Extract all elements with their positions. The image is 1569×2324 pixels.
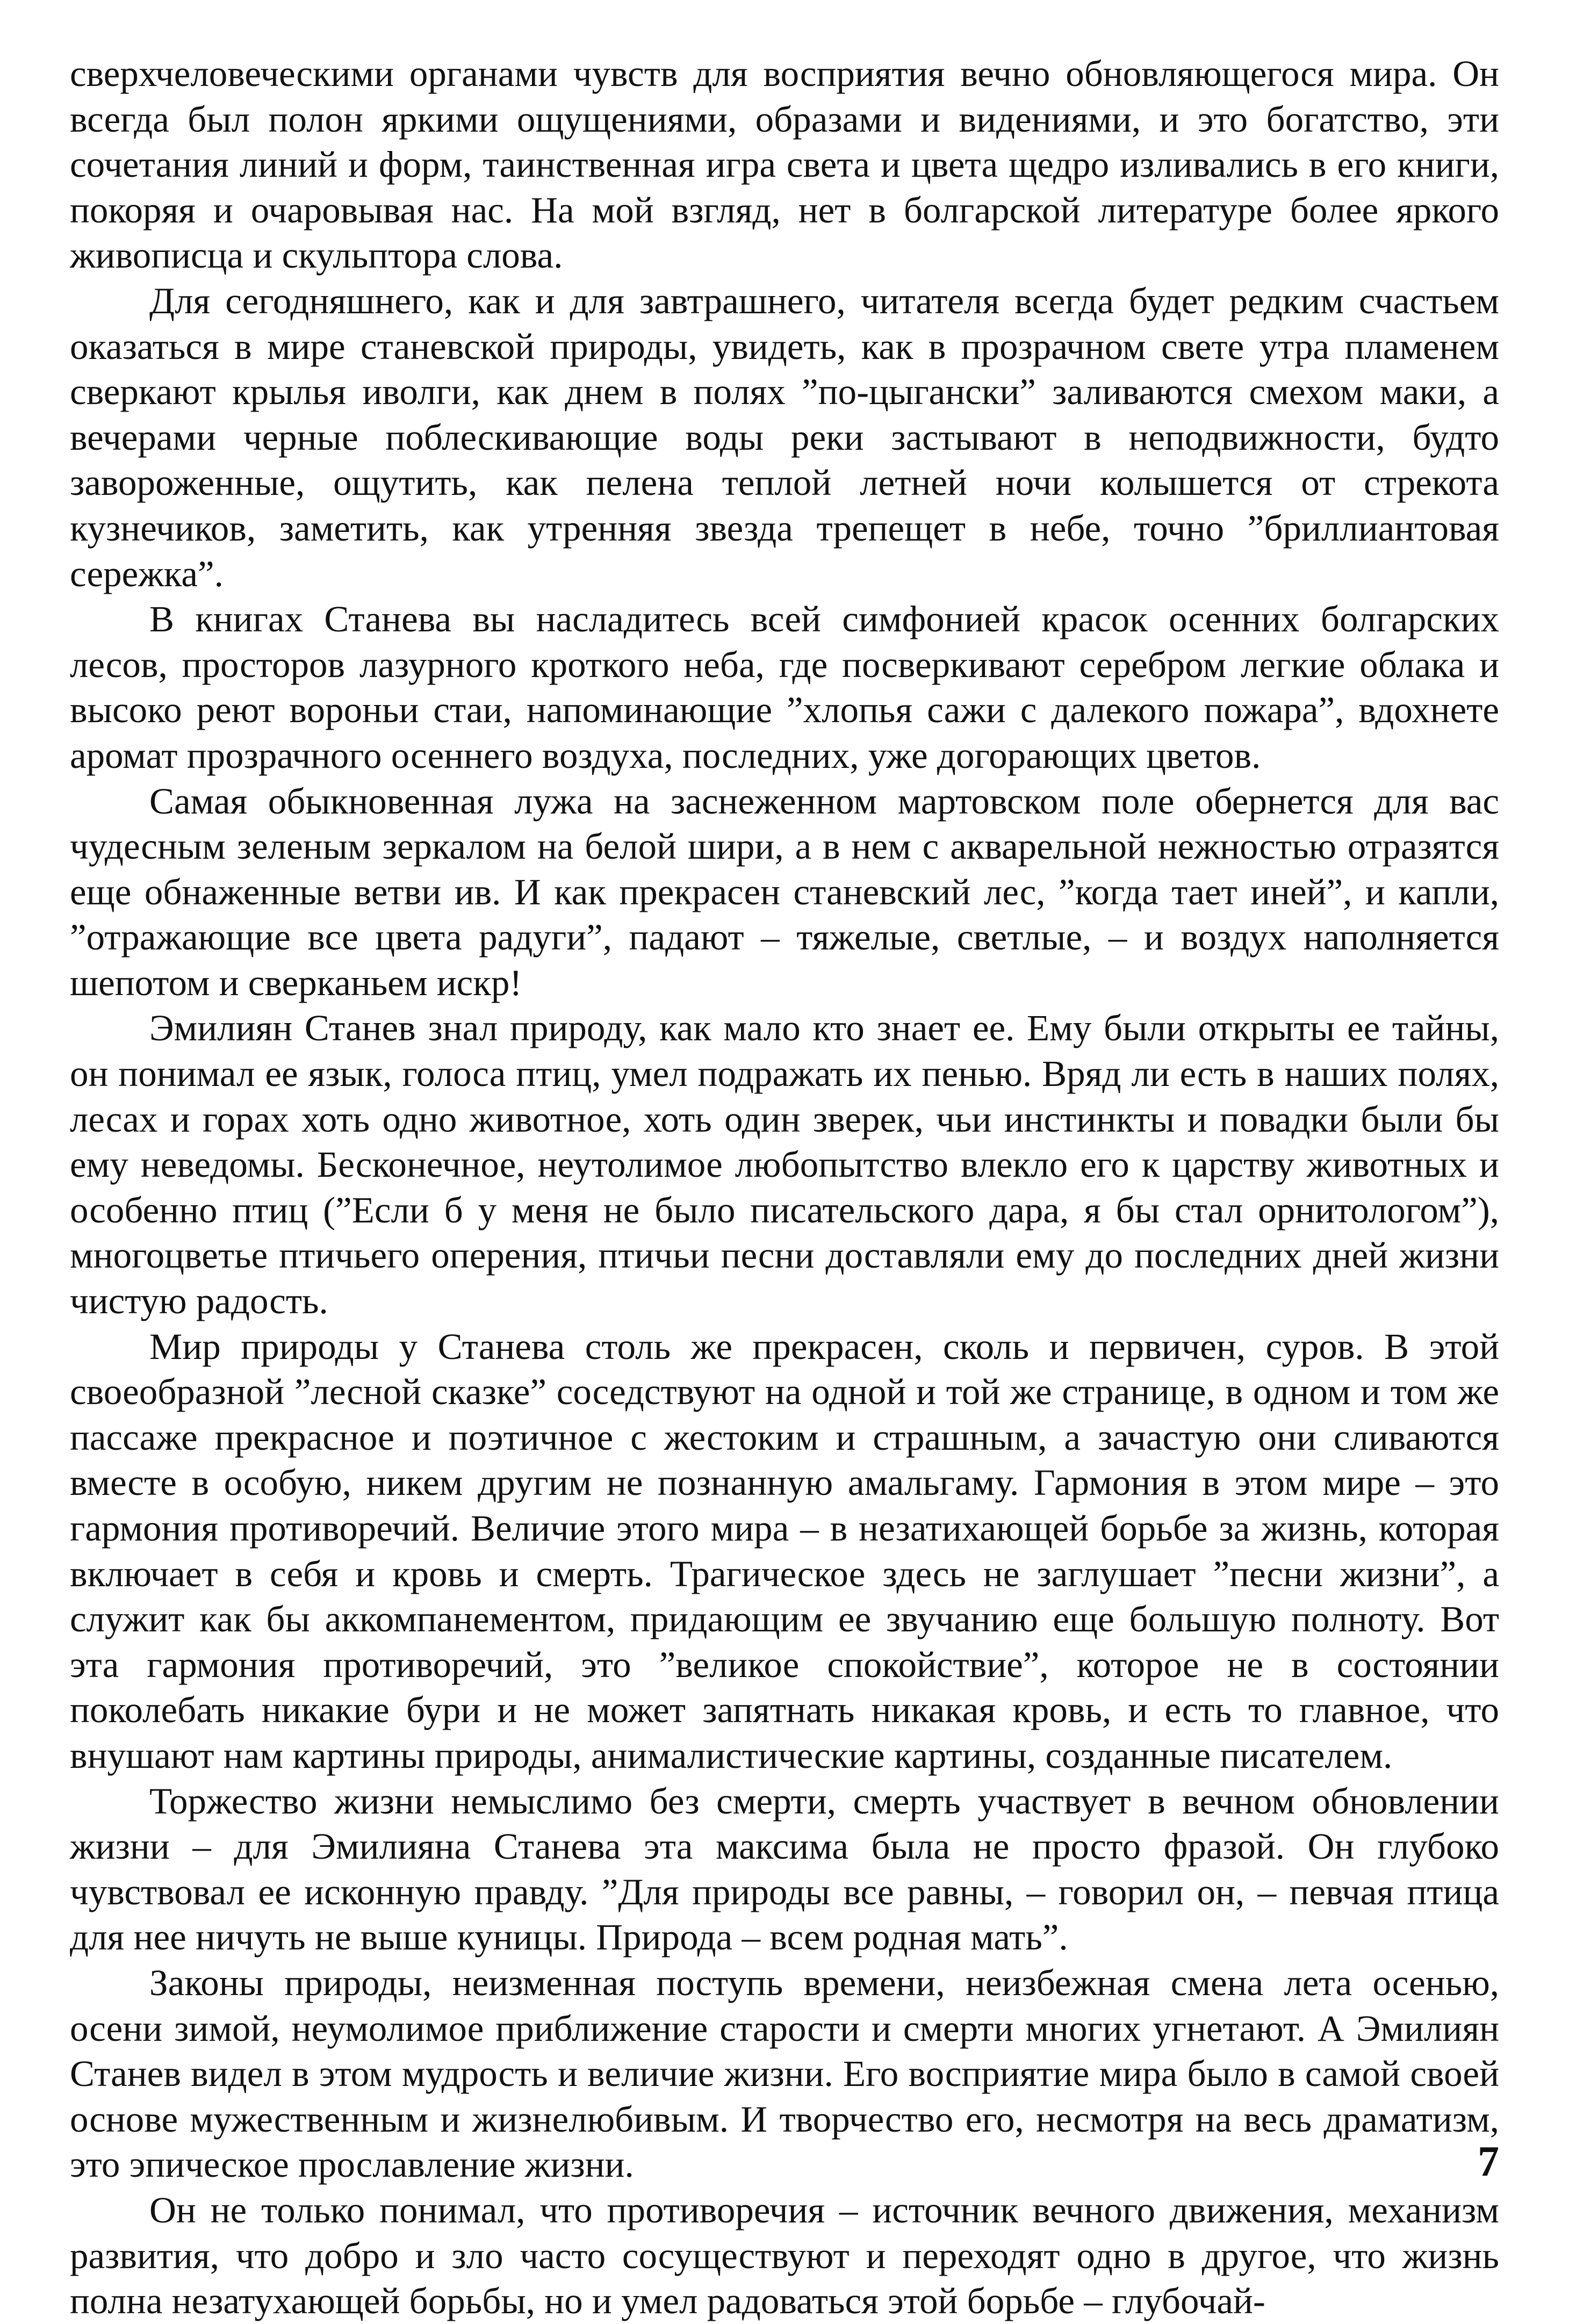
paragraph-8: Законы природы, неизменная поступь времени, неизбежная смена лета осенью, осени зимой, неумолимое приближение старости и смерти многих угнетают. А Эмилиян Станев видел в этом мудрость и величие жизни. Его восприятие мира было в самой своей основе мужественным и жизнелюбивым. И творчество его, несмотря на весь драматизм, это эпическое прославление жизни. xyxy=(70,1962,1499,2185)
paragraph-3: В книгах Станева вы насладитесь всей симфонией красок осенних болгарских лесов, просторов лазурного кроткого неба, где посверкивают серебром легкие облака и высоко реют вороньи стаи, напоминающие ”хлопья сажи с далекого пожара”, вдохнете аромат прозрачного осеннего воздуха, последних, уже догорающих цветов. xyxy=(70,599,1499,776)
paragraph-5: Эмилиян Станев знал природу, как мало кто знает ее. Ему были открыты ее тайны, он понимал ее язык, голоса птиц, умел подражать их пенью. Вряд ли есть в наших полях, лесах и горах хоть одно животное, хоть один зверек, чьи инстинкты и повадки были бы ему неведомы. Бесконечное, неутолимое любопытство влекло его к царству животных и особенно птиц (”Если б у меня не было писательского дара, я бы стал орнитологом”), многоцветье птичьего оперения, птичьи песни доставляли ему до последних дней жизни чистую радость. xyxy=(70,1008,1499,1322)
paragraph-9: Он не только понимал, что противоречия – источник вечного движения, механизм развития, что добро и зло часто сосуществуют и переходят одно в другое, что жизнь полна незатухающей борьбы, но и умел радоваться этой борьбе – глубочай- xyxy=(70,2189,1499,2322)
paragraph-4: Самая обыкновенная лужа на заснеженном мартовском поле обернется для вас чудесным зеленым зеркалом на белой шири, а в нем с акварельной нежностью отразятся еще обнаженные ветви ив. И как прекрасен станевский лес, ”когда тает иней”, и капли, ”отражающие все цвета радуги”, падают – тяжелые, светлые, – и воздух наполняется шепотом и сверканьем искр! xyxy=(70,780,1499,1003)
page-number: 7 xyxy=(1478,2138,1499,2185)
paragraph-1: сверхчеловеческими органами чувств для восприятия вечно обновляющегося мира. Он всегда был полон яркими ощущениями, образами и видениями, и это богатство, эти сочетания линий и форм, таинственная игра света и цвета щедро изливались в его книги, покоряя и очаровывая нас. На мой взгляд, нет в болгарской литературе более яркого живописца и скульптора слова. xyxy=(70,53,1499,276)
paragraph-2: Для сегодняшнего, как и для завтрашнего, читателя всегда будет редким счастьем оказаться в мире станевской природы, увидеть, как в прозрачном свете утра пламенем сверкают крылья иволги, как днем в полях ”по-цыгански” заливаются смехом маки, а вечерами черные поблескивающие воды реки застывают в неподвижности, будто завороженные, ощутить, как пелена теплой летней ночи колышется от стрекота кузнечиков, заметить, как утренняя звезда трепещет в небе, точно ”бриллиантовая сережка”. xyxy=(70,280,1499,594)
paragraph-6: Мир природы у Станева столь же прекрасен, сколь и первичен, суров. В этой своеобразной ”лесной сказке” соседствуют на одной и той же странице, в одном и том же пассаже прекрасное и поэтичное с жестоким и страшным, а зачастую они сливаются вместе в особую, никем другим не познанную амальгаму. Гармония в этом мире – это гармония противоречий. Величие этого мира – в незатихающей борьбе за жизнь, которая включает в себя и кровь и смерть. Трагическое здесь не заглушает ”песни жизни”, а служит как бы аккомпанементом, придающим ее звучанию еще большую полноту. Вот эта гармония противоречий, это ”великое спокойствие”, которое не в состоянии поколебать никакие бури и не может запятнать никакая кровь, и есть то главное, что внушают нам картины природы, анималистические картины, созданные писателем. xyxy=(70,1326,1499,1776)
paragraph-7: Торжество жизни немыслимо без смерти, смерть участвует в вечном обновлении жизни – для Эмилияна Станева эта максима была не просто фразой. Он глубоко чувствовал ее исконную правду. ”Для природы все равны, – говорил он, – певчая птица для нее ничуть не выше куницы. Природа – всем родная мать”. xyxy=(70,1780,1499,1958)
page-text xyxy=(70,51,1499,2324)
